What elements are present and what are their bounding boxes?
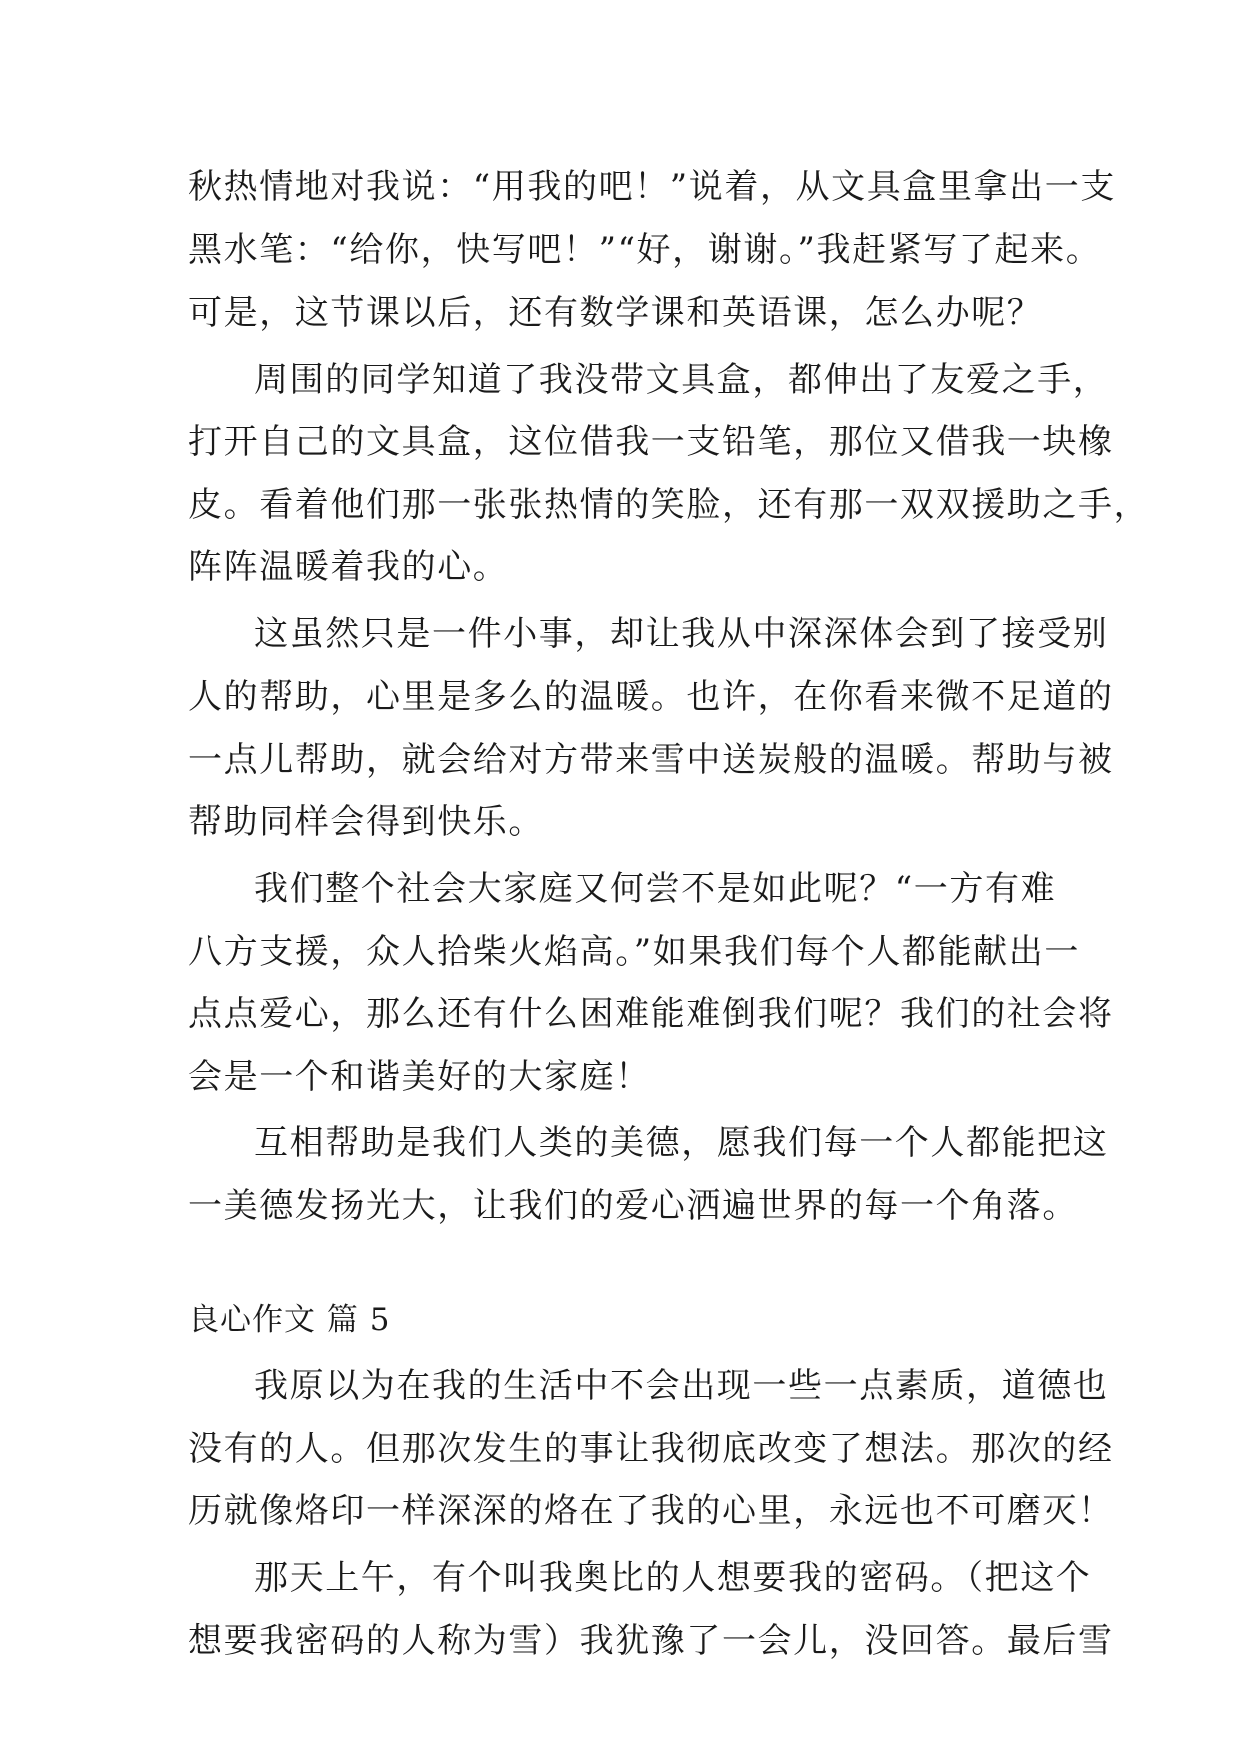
- paragraph-first-line: 我原以为在我的生活中不会出现一些一点素质，道德也: [254, 1366, 1109, 1406]
- text-line: 皮。看着他们那一张张热情的笑脸，还有那一双双援助之手，: [188, 485, 1150, 525]
- text-line: 黑水笔：“给你，快写吧！”“好，谢谢。”我赶紧写了起来。: [188, 230, 1102, 270]
- paragraph-first-line: 我们整个社会大家庭又何尝不是如此呢？“一方有难: [254, 869, 1057, 909]
- text-line: 历就像烙印一样深深的烙在了我的心里，永远也不可磨灭！: [188, 1491, 1114, 1531]
- text-line: 可是，这节课以后，还有数学课和英语课，怎么办呢？: [188, 293, 1043, 333]
- paragraph-first-line: 周围的同学知道了我没带文具盒，都伸出了友爱之手，: [254, 360, 1109, 400]
- paragraph-first-line: 那天上午，有个叫我奥比的人想要我的密码。（把这个: [254, 1558, 1092, 1598]
- text-line: 秋热情地对我说：“用我的吧！”说着，从文具盒里拿出一支: [188, 167, 1116, 207]
- text-line: 一点儿帮助，就会给对方带来雪中送炭般的温暖。帮助与被: [188, 740, 1114, 780]
- section-heading: 良心作文 篇 5: [188, 1302, 391, 1338]
- paragraph-first-line: 这虽然只是一件小事，却让我从中深深体会到了接受别: [254, 614, 1109, 654]
- text-line: 一美德发扬光大，让我们的爱心洒遍世界的每一个角落。: [188, 1186, 1078, 1226]
- text-line: 想要我密码的人称为雪）我犹豫了一会儿，没回答。最后雪: [188, 1621, 1114, 1661]
- text-line: 打开自己的文具盒，这位借我一支铅笔，那位又借我一块橡: [188, 422, 1114, 462]
- paragraph-first-line: 互相帮助是我们人类的美德，愿我们每一个人都能把这: [254, 1123, 1109, 1163]
- text-line: 阵阵温暖着我的心。: [188, 547, 509, 587]
- text-line: 人的帮助，心里是多么的温暖。也许，在你看来微不足道的: [188, 677, 1114, 717]
- text-line: 八方支援，众人拾柴火焰高。”如果我们每个人都能献出一: [188, 932, 1080, 972]
- text-line: 帮助同样会得到快乐。: [188, 802, 544, 842]
- text-line: 会是一个和谐美好的大家庭！: [188, 1057, 651, 1097]
- text-line: 没有的人。但那次发生的事让我彻底改变了想法。那次的经: [188, 1429, 1114, 1469]
- text-line: 点点爱心，那么还有什么困难能难倒我们呢？我们的社会将: [188, 994, 1114, 1034]
